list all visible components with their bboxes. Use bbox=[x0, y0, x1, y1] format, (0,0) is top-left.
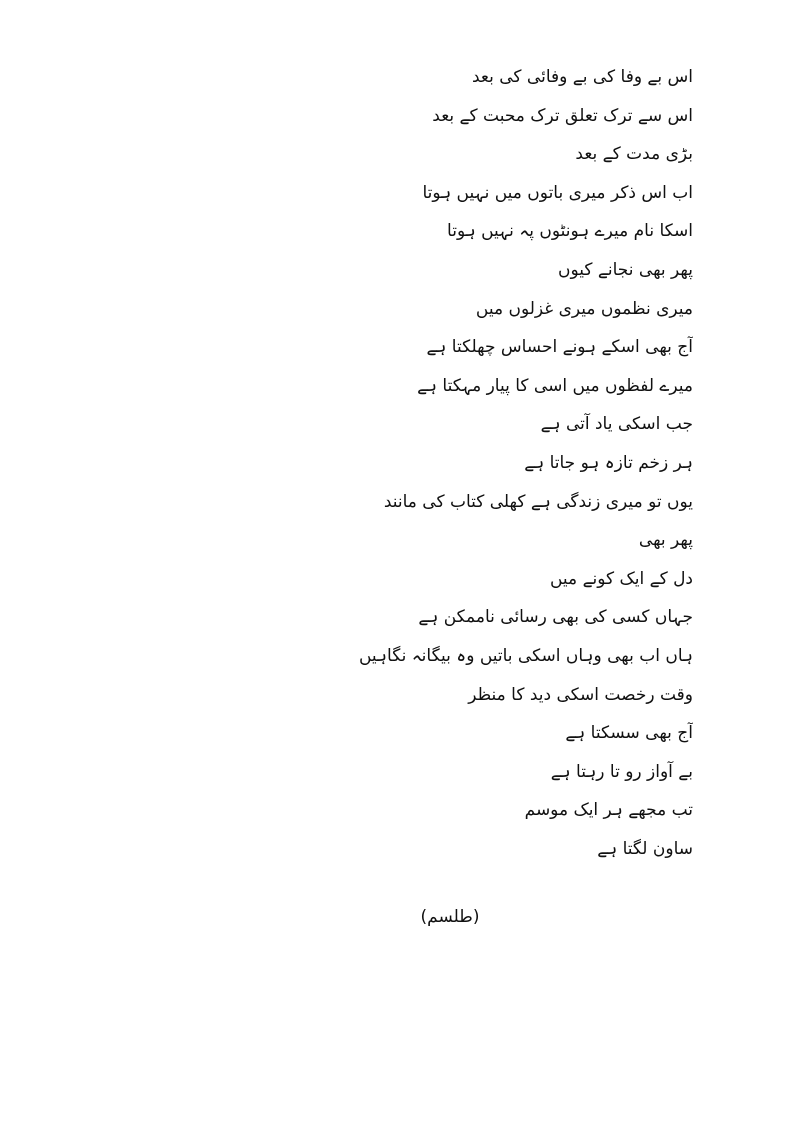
poem-line-7: میری نظموں میری غزلوں میں bbox=[475, 298, 693, 319]
poem-line-11: ہر زخم تازہ ہو جاتا ہے bbox=[524, 452, 693, 473]
poem-line-21: ساون لگتا ہے bbox=[597, 838, 693, 859]
poem-line-4: اب اس ذکر میری باتوں میں نہیں ہوتا bbox=[422, 182, 693, 203]
poem-line-20: تب مجھے ہر ایک موسم bbox=[524, 800, 693, 821]
poem-line-12: یوں تو میری زندگی ہے کھلی کتاب کی مانند bbox=[383, 491, 693, 512]
poem-line-19: بے آواز رو تا رہتا ہے bbox=[550, 761, 693, 782]
poem-line-3: بڑی مدت کے بعد bbox=[575, 144, 693, 165]
poem-line-16: ہاں اب بھی وہاں اسکی باتیں وہ بیگانہ نگاہیں bbox=[358, 645, 693, 666]
poem-line-2: اس سے ترک تعلق ترک محبت کے بعد bbox=[432, 105, 693, 126]
poem-line-17: وقت رخصت اسکی دید کا منظر bbox=[468, 684, 693, 705]
poem-line-8: آج بھی اسکے ہونے احساس چھلکتا ہے bbox=[426, 337, 693, 358]
poem-line-5: اسکا نام میرے ہونٹوں پہ نہیں ہوتا bbox=[447, 221, 693, 242]
poem-line-18: آج بھی سسکتا ہے bbox=[565, 723, 693, 744]
poem bbox=[333, 62, 693, 872]
poem-line-10: جب اسکی یاد آتی ہے bbox=[540, 414, 693, 435]
poem-line-14: دل کے ایک کونے میں bbox=[549, 568, 693, 589]
poem-line-1: اس بے وفا کی بے وفائی کی بعد bbox=[472, 67, 693, 87]
poem-line-15: جہاں کسی کی بھی رسائی ناممکن ہے bbox=[418, 607, 693, 628]
poem-line-9: میرے لفظوں میں اسی کا پیار مہکتا ہے bbox=[417, 375, 693, 396]
poet-signature: (طلسم) bbox=[420, 907, 480, 927]
poem-line-13: پھر بھی bbox=[638, 530, 693, 551]
poem-line-6: پھر بھی نجانے کیوں bbox=[558, 259, 693, 280]
